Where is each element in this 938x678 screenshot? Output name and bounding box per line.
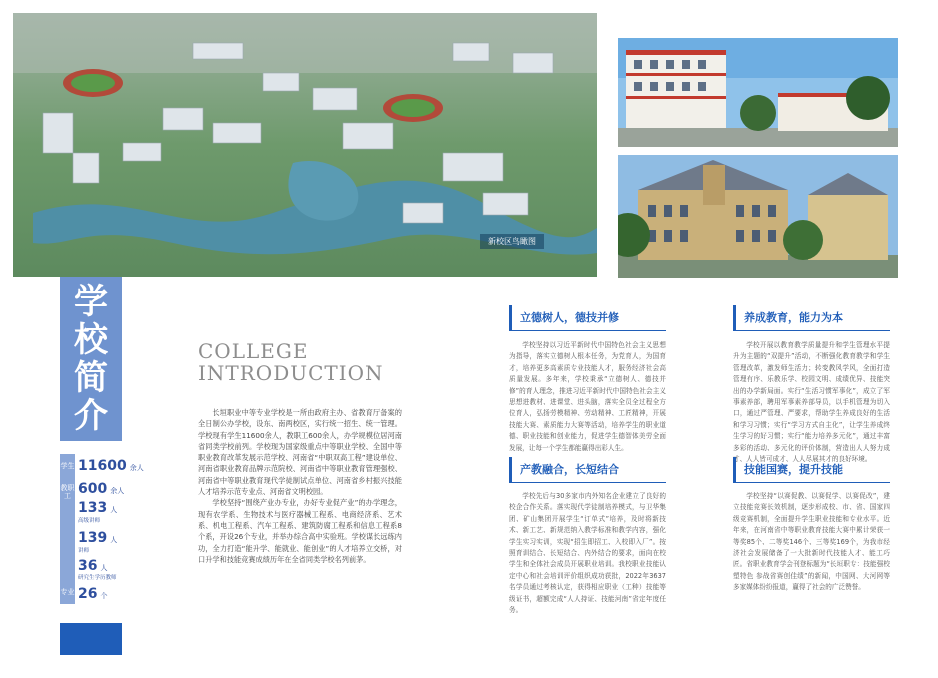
section-body-industry: 学校先后与30多家市内外知名企业建立了良好的校企合作关系。落实现代学徒制培养模式，与卫华集团、矿山集团开展学生“订单式”培养，及时将新技术、新工艺、新规范纳入教学标准和教学内容，强化学生实习实训，实现“招生即招工、入校即入厂”。按照育训结合、长短结合、内外结合的要求，面向在校学生和全体社会成员开展职业培训。我校职业技能认定中心和社会培训评价组织成功获批，2022年3637名学员通过考核认定，获得相应职业（工种）技能等级证书，超额完成“人人持证、技能河南”省定年度任务。: [509, 492, 666, 615]
title-char: 介: [74, 396, 108, 436]
grad-teacher-count: 36 人: [78, 558, 108, 574]
grad-teacher-label: 研究生学历教师: [78, 575, 117, 581]
aerial-caption: 新校区鸟瞰图: [480, 234, 544, 249]
title-char: 简: [74, 358, 108, 398]
section-heading-competition: 技能国赛，提升技能: [733, 457, 890, 483]
students-label: 学生: [60, 462, 75, 470]
section-heading-industry: 产教融合，长短结合: [509, 457, 666, 483]
school-building-photo: [618, 38, 898, 147]
decorative-blue-block: [60, 623, 122, 655]
intro-paragraph: 学校坚持“围绕产业办专业，办好专业促产业”的办学理念，现有农学系、生物技术与医疗器械工程系、电商经济系、艺术系、机电工程系、汽车工程系、建筑防腐工程系和信息工程系8个系，开设26个专业，并举办综合高中实验班。学校谋长远练内功，全力打造“能升学、能就业、能创业”的人才培养立交桥，对口升学和技能竞赛成绩历年在全省同类学校名列前茅。: [198, 498, 402, 564]
intro-paragraph: 长垣职业中等专业学校是一所由政府主办、省教育厅备案的全日制公办学校，设东、南两校区，实行统一招生、统一管理。学校现有学生11600余人，教职工600余人，办学规模位居河南省同类学校前列。学校现为国家级重点中等职业学校、全国中等职业教育改革发展示范学校、河南省“中职双高工程”建设单位、河南省职业教育品牌示范院校、河南省中等职业教育管理强校、河南省中等职业教育现代学徒制试点单位、河南省乡村振兴技能人才培养示范专业点、河南省文明校园。: [198, 408, 402, 497]
section-body-habits: 学校开展以教育教学质量提升和学生管理水平提升为主题的“双提升”活动，不断强化教育教学和学生管理改革，激发师生活力；转变教风学风，全面打造管理有序、乐教乐学、校园文明、成绩优异、技能突出的办学新局面。实行“生活习惯军事化”，成立了军事素养部，聘用军事素养部导员，以手机管理为切入口，通过严管理、严要求，帮助学生养成良好的生活和学习习惯；实行“学习方式自主化”，让学生养成终生学习的好习惯；实行“能力培养多元化”，通过丰富多彩的活动、多元化的评价体制，营造出人人努力成才、人人皆可成才、人人尽展其才的良好环境。: [733, 341, 890, 464]
college-introduction-heading: [198, 340, 384, 384]
staff-count: 600 余人: [78, 481, 125, 497]
senior-lecturer-count: 133 人: [78, 500, 118, 516]
page-title: [60, 277, 122, 441]
college-line-2: INTRODUCTION: [198, 361, 384, 385]
title-char: 学: [74, 282, 108, 322]
title-char: 校: [74, 320, 108, 360]
section-heading-moral: 立德树人，德技并修: [509, 305, 666, 331]
section-body-moral: 学校坚持以习近平新时代中国特色社会主义思想为指导，落实立德树人根本任务，为党育人，为国育才，培养更多高素质专业技能人才，服务经济社会高质量发展。多年来，学校秉承“立德树人、德技并修”的育人理念，推进习近平新时代中国特色社会主义思想进教材、进课堂、进头脑，落实全员全过程全方位育人，弘扬劳模精神、劳动精神、工匠精神，开展技能大赛、素质能力大赛等活动，培养学生的职业道德、职业技能和创业能力，促进学生德智体美劳全面发展，让每一个学生都能赢得出彩人生。: [509, 341, 666, 452]
stats-bar: [60, 454, 75, 604]
college-line-1: COLLEGE: [198, 339, 309, 363]
section-heading-habits: 养成教育，能力为本: [733, 305, 890, 331]
major-label: 专业: [60, 588, 75, 596]
lecturer-count: 139 人: [78, 530, 118, 546]
intro-text: [198, 407, 402, 565]
lecturer-label: 讲师: [78, 548, 90, 554]
campus-building-photo: [618, 155, 898, 278]
major-count: 26 个: [78, 586, 108, 602]
students-count: 11600 余人: [78, 458, 144, 474]
section-body-competition: 学校坚持“以赛促教、以赛促学、以赛促改”，建立技能竞赛长效机制，逐步形成校、市、省、国家四级竞赛机制，全面提升学生职业技能和专业水平。近年来，在河南省中等职业教育技能大赛中累计荣获一等奖85个、二等奖146个、三等奖169个，为我市经济社会发展储备了一大批新时代技能人才、能工巧匠。省职业教育学会刊登标题为“长垣职专：技能强校塑特色 参战省赛创佳绩”的新闻，中国网、大河网等多家媒体纷纷报道，赢得了社会的广泛赞誉。: [733, 492, 890, 592]
senior-lecturer-label: 高级讲师: [78, 518, 101, 524]
staff-label: 教职工: [60, 484, 75, 500]
